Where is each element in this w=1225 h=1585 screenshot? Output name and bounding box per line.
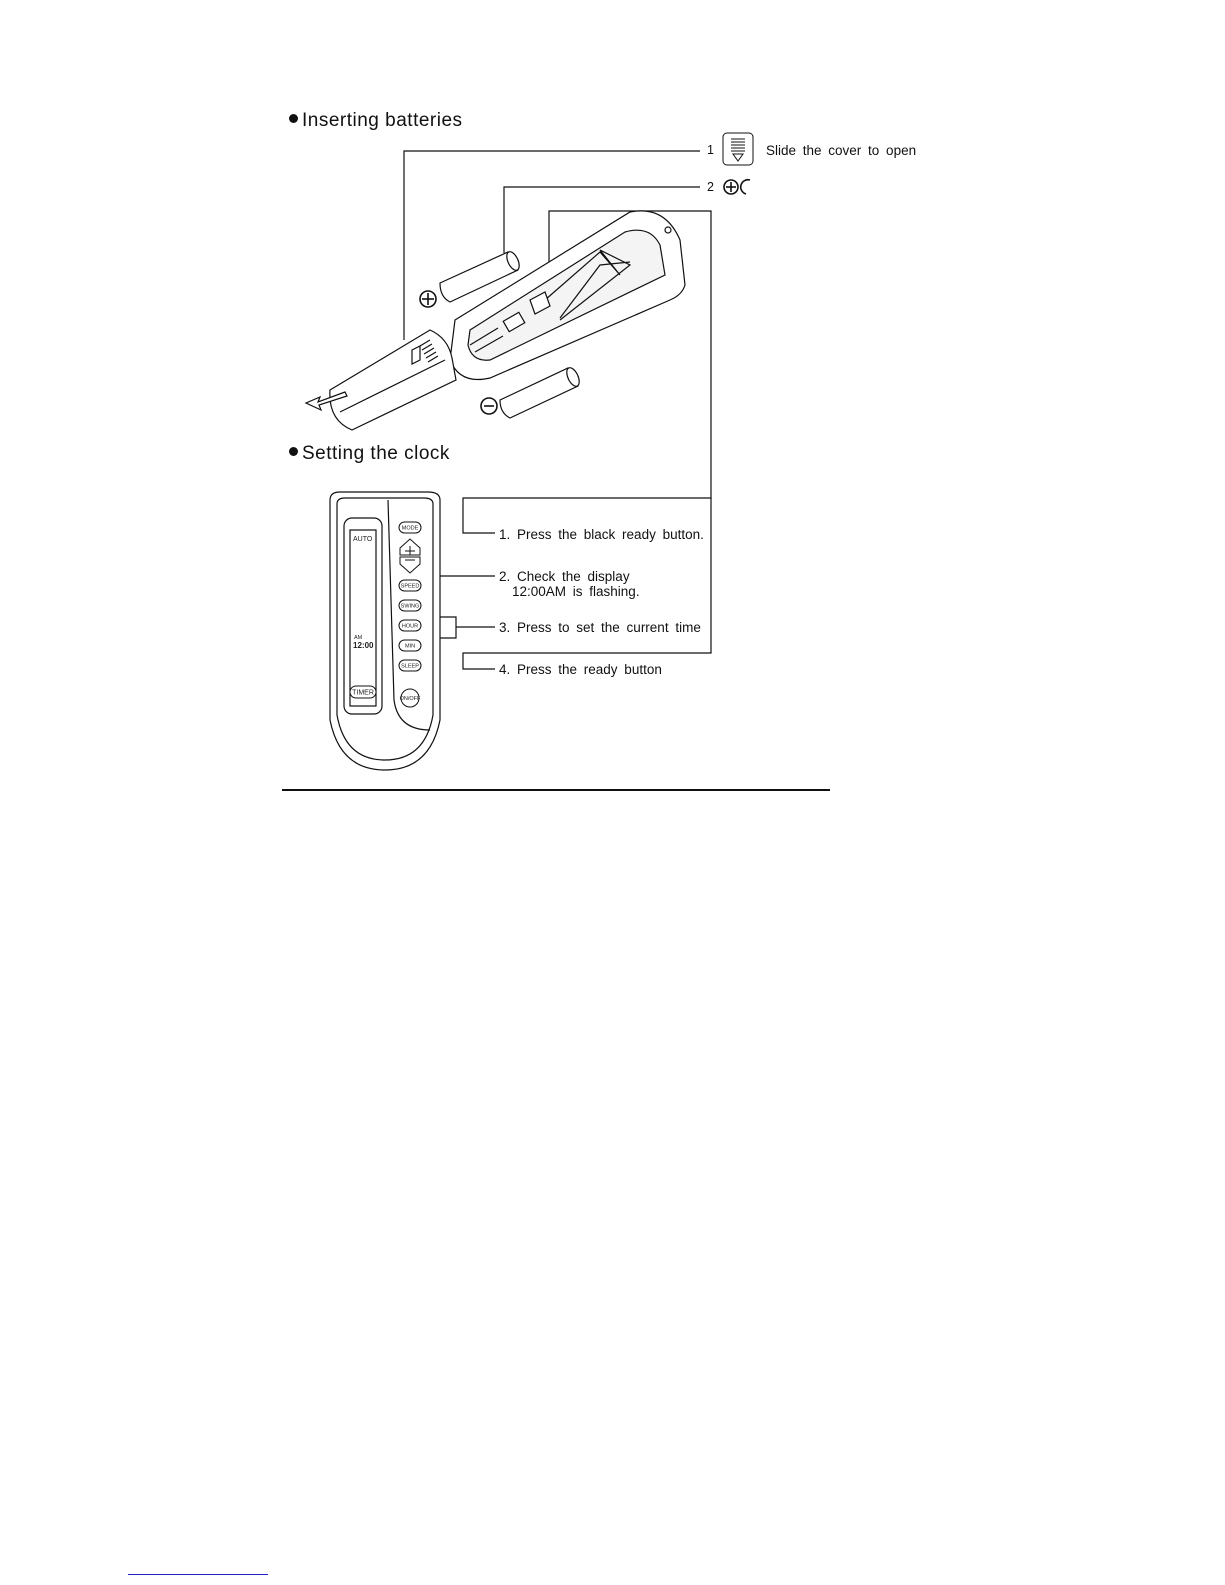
- battery-step2-number: 2: [707, 180, 714, 194]
- minus-circle-partial-icon: [741, 180, 750, 194]
- speed-label: SPEED: [400, 583, 420, 590]
- remote-back-body: [450, 211, 685, 380]
- display-mode-label: AUTO: [353, 536, 373, 543]
- min-label: MIN: [404, 643, 416, 650]
- timer-label: TIMER: [352, 689, 374, 697]
- plus-circle-icon: [724, 180, 738, 194]
- sleep-label: SLEEP: [401, 663, 419, 670]
- clock-step3: 3. Press to set the current time: [499, 620, 701, 635]
- setting-clock-heading: Setting the clock: [289, 443, 450, 465]
- mode-label: MODE: [401, 525, 419, 532]
- clock-step4: 4. Press the ready button: [499, 662, 662, 677]
- clock-step1: 1. Press the black ready button.: [499, 527, 704, 542]
- remote-front: [330, 492, 440, 770]
- slide-cover-icon: [723, 133, 753, 165]
- clock-step2-line2: 12:00AM is flashing.: [512, 584, 640, 599]
- battery-step1-number: 1: [707, 143, 714, 157]
- minus-marker-icon: [481, 398, 497, 414]
- battery-cover: [330, 330, 456, 430]
- onoff-label: ON/OFF: [399, 696, 421, 702]
- hour-label: HOUR: [401, 623, 419, 630]
- clock-step2-line1: 2. Check the display: [499, 569, 630, 584]
- leader-line-ready-button-2: [463, 498, 711, 669]
- swing-label: SWING: [400, 603, 420, 610]
- inserting-batteries-heading: Inserting batteries: [289, 110, 463, 132]
- display-time-label: 12:00: [353, 641, 374, 650]
- plus-marker-icon: [420, 291, 436, 307]
- display-ampm-label: AM: [354, 635, 363, 641]
- footer-link-underline: [128, 1574, 268, 1575]
- battery-bottom: [500, 366, 582, 418]
- battery-step1-text: Slide the cover to open: [766, 143, 917, 158]
